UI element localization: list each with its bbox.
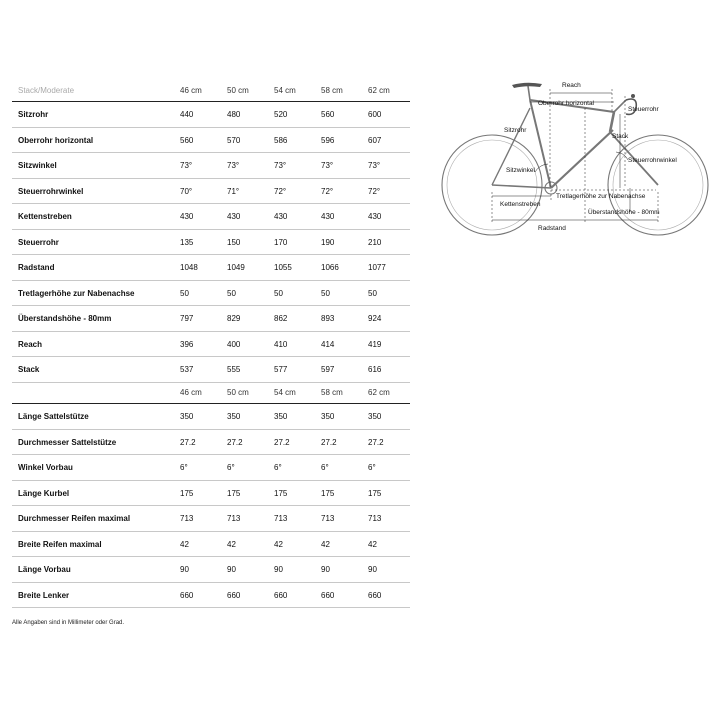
cell-value: 50 — [368, 288, 377, 298]
cell-value: 350 — [321, 412, 335, 421]
cell-value: 73° — [321, 161, 334, 170]
table-row — [12, 430, 410, 456]
cell-value: 660 — [274, 590, 288, 600]
cell-value: 190 — [321, 237, 335, 247]
cell-value: 430 — [368, 212, 382, 221]
cell-value: 6° — [368, 463, 376, 472]
cell-value: 713 — [368, 514, 382, 523]
label-sitzwinkel: Sitzwinkel — [506, 167, 535, 174]
cell-value: 555 — [227, 365, 241, 374]
row-label: Breite Lenker — [18, 590, 70, 600]
cell-value: 27.2 — [368, 437, 384, 447]
label-kettenstreben: Kettenstreben — [500, 201, 541, 208]
cell-value: 660 — [321, 590, 335, 600]
row-label: Steuerrohrwinkel — [18, 186, 84, 196]
size-header: 50 cm — [227, 86, 249, 95]
cell-value: 596 — [321, 135, 335, 145]
cell-value: 70° — [180, 186, 193, 196]
cell-value: 430 — [180, 212, 194, 221]
cell-value: 597 — [321, 365, 335, 374]
row-label: Länge Vorbau — [18, 565, 71, 574]
cell-value: 175 — [227, 488, 241, 498]
cell-value: 42 — [180, 539, 189, 549]
cell-value: 713 — [321, 514, 335, 523]
row-label: Steuerrohr — [18, 237, 59, 247]
table-header — [12, 80, 410, 102]
row-label: Winkel Vorbau — [18, 463, 73, 472]
cell-value: 73° — [368, 161, 381, 170]
cell-value: 713 — [227, 514, 241, 523]
row-label: Reach — [18, 339, 43, 349]
cell-value: 90 — [274, 565, 283, 574]
table-row — [12, 506, 410, 532]
table-row — [12, 306, 410, 332]
saddle — [512, 83, 542, 88]
cell-value: 71° — [227, 186, 240, 196]
cell-value: 6° — [321, 463, 329, 472]
row-label: Überstandshöhe - 80mm — [18, 314, 112, 323]
cell-value: 27.2 — [180, 437, 196, 447]
label-tretlager: Tretlagerhöhe zur Nabenachse — [556, 193, 646, 200]
cell-value: 577 — [274, 365, 288, 374]
cell-value: 396 — [180, 339, 194, 349]
row-label: Tretlagerhöhe zur Nabenachse — [18, 288, 135, 298]
down-tube — [551, 130, 613, 188]
cell-value: 175 — [321, 488, 335, 498]
row-label: Länge Kurbel — [18, 488, 70, 498]
row-label: Durchmesser Sattelstütze — [18, 437, 117, 447]
cell-value: 73° — [227, 161, 240, 170]
table-row — [12, 230, 410, 256]
cell-value: 1066 — [321, 263, 339, 272]
cell-value: 616 — [368, 365, 382, 374]
cell-value: 893 — [321, 314, 335, 323]
cell-value: 607 — [368, 135, 382, 145]
table-row — [12, 332, 410, 358]
cell-value: 1049 — [227, 263, 245, 272]
header-label: Stack/Moderate — [18, 86, 75, 95]
table-row — [12, 204, 410, 230]
table-row — [12, 179, 410, 205]
cell-value: 175 — [368, 488, 382, 498]
table-row — [12, 404, 410, 430]
cell-value: 42 — [368, 539, 377, 549]
size-header: 46 cm — [180, 388, 202, 397]
table-row — [12, 583, 410, 609]
cell-value: 175 — [274, 488, 288, 498]
cell-value: 660 — [180, 590, 194, 600]
cell-value: 350 — [274, 412, 288, 421]
label-oberrohr: Oberrohr horizontal — [538, 100, 594, 107]
stem — [614, 100, 626, 112]
bike-geometry-diagram — [440, 72, 712, 242]
label-stack: Stack — [612, 133, 629, 140]
cell-value: 27.2 — [274, 437, 290, 447]
size-header: 62 cm — [368, 86, 390, 95]
cell-value: 1048 — [180, 263, 198, 272]
cell-value: 713 — [180, 514, 194, 523]
table-row — [12, 481, 410, 507]
row-label: Radstand — [18, 263, 55, 272]
cell-value: 50 — [180, 288, 189, 298]
cell-value: 400 — [227, 339, 241, 349]
table-body — [12, 404, 410, 608]
geometry-table — [12, 80, 410, 383]
row-label: Stack — [18, 365, 40, 374]
cell-value: 6° — [180, 463, 188, 472]
table-row — [12, 128, 410, 154]
cell-value: 829 — [227, 314, 241, 323]
cell-value: 586 — [274, 135, 288, 145]
table-header — [12, 382, 410, 404]
cell-value: 72° — [321, 186, 334, 196]
cell-value: 73° — [180, 161, 193, 170]
cell-value: 660 — [368, 590, 382, 600]
cell-value: 660 — [227, 590, 241, 600]
table-body — [12, 102, 410, 383]
cell-value: 430 — [227, 212, 241, 221]
table-row — [12, 557, 410, 583]
table-row — [12, 153, 410, 179]
footnote: Alle Angaben sind in Millimeter oder Grad. — [12, 620, 125, 626]
cell-value: 1055 — [274, 263, 292, 272]
cell-value: 520 — [274, 110, 288, 119]
label-sitzrohr: Sitzrohr — [504, 127, 527, 134]
cell-value: 350 — [227, 412, 241, 421]
cell-value: 713 — [274, 514, 288, 523]
size-header: 58 cm — [321, 388, 343, 397]
cell-value: 440 — [180, 110, 194, 119]
cell-value: 90 — [180, 565, 189, 574]
cell-value: 42 — [321, 539, 330, 549]
cell-value: 537 — [180, 365, 194, 374]
cell-value: 175 — [180, 488, 194, 498]
cell-value: 135 — [180, 237, 194, 247]
row-label: Sitzrohr — [18, 110, 49, 119]
cell-value: 72° — [274, 186, 287, 196]
cell-value: 480 — [227, 110, 241, 119]
cell-value: 50 — [274, 288, 283, 298]
cell-value: 73° — [274, 161, 287, 170]
cell-value: 27.2 — [321, 437, 337, 447]
components-table — [12, 382, 410, 608]
cell-value: 600 — [368, 110, 382, 119]
cell-value: 6° — [274, 463, 282, 472]
cell-value: 430 — [274, 212, 288, 221]
cell-value: 6° — [227, 463, 235, 472]
cell-value: 350 — [368, 412, 382, 421]
row-label: Oberrohr horizontal — [18, 135, 94, 145]
cell-value: 560 — [180, 135, 194, 145]
size-header: 50 cm — [227, 388, 249, 397]
table-row — [12, 255, 410, 281]
cell-value: 924 — [368, 314, 382, 323]
cell-value: 560 — [321, 110, 335, 119]
cell-value: 350 — [180, 412, 194, 421]
cell-value: 50 — [321, 288, 330, 298]
cell-value: 72° — [368, 186, 381, 196]
cell-value: 27.2 — [227, 437, 243, 447]
size-header: 62 cm — [368, 388, 390, 397]
head-tube — [610, 112, 614, 132]
row-label: Länge Sattelstütze — [18, 412, 89, 421]
table-row — [12, 281, 410, 307]
row-label: Durchmesser Reifen maximal — [18, 514, 131, 523]
cell-value: 1077 — [368, 263, 386, 272]
cell-value: 150 — [227, 237, 241, 247]
cell-value: 430 — [321, 212, 335, 221]
cell-value: 90 — [227, 565, 236, 574]
cell-value: 90 — [321, 565, 330, 574]
size-header: 46 cm — [180, 86, 202, 95]
cell-value: 90 — [368, 565, 377, 574]
size-header: 58 cm — [321, 86, 343, 95]
cell-value: 50 — [227, 288, 236, 298]
cell-value: 414 — [321, 339, 335, 349]
table-row — [12, 455, 410, 481]
size-header: 54 cm — [274, 86, 296, 95]
cell-value: 42 — [274, 539, 283, 549]
table-row — [12, 102, 410, 128]
bike-drawing — [440, 72, 712, 242]
seatpost — [528, 86, 530, 100]
label-steuerrohrwinkel: Steuerrohrwinkel — [628, 157, 677, 164]
size-header: 54 cm — [274, 388, 296, 397]
cell-value: 42 — [227, 539, 236, 549]
label-steuerrohr: Steuerrohr — [628, 106, 659, 113]
cell-value: 410 — [274, 339, 288, 349]
label-radstand: Radstand — [538, 225, 566, 232]
cell-value: 210 — [368, 237, 382, 247]
table-row — [12, 357, 410, 383]
label-ueberstand: Überstandshöhe - 80mm — [588, 209, 660, 216]
cell-value: 862 — [274, 314, 288, 323]
row-label: Kettenstreben — [18, 212, 72, 221]
cell-value: 419 — [368, 339, 382, 349]
handlebar-end — [631, 94, 635, 98]
row-label: Breite Reifen maximal — [18, 539, 102, 549]
cell-value: 570 — [227, 135, 241, 145]
label-reach: Reach — [562, 82, 581, 89]
cell-value: 797 — [180, 314, 194, 323]
table-row — [12, 532, 410, 558]
row-label: Sitzwinkel — [18, 161, 57, 170]
cell-value: 170 — [274, 237, 288, 247]
